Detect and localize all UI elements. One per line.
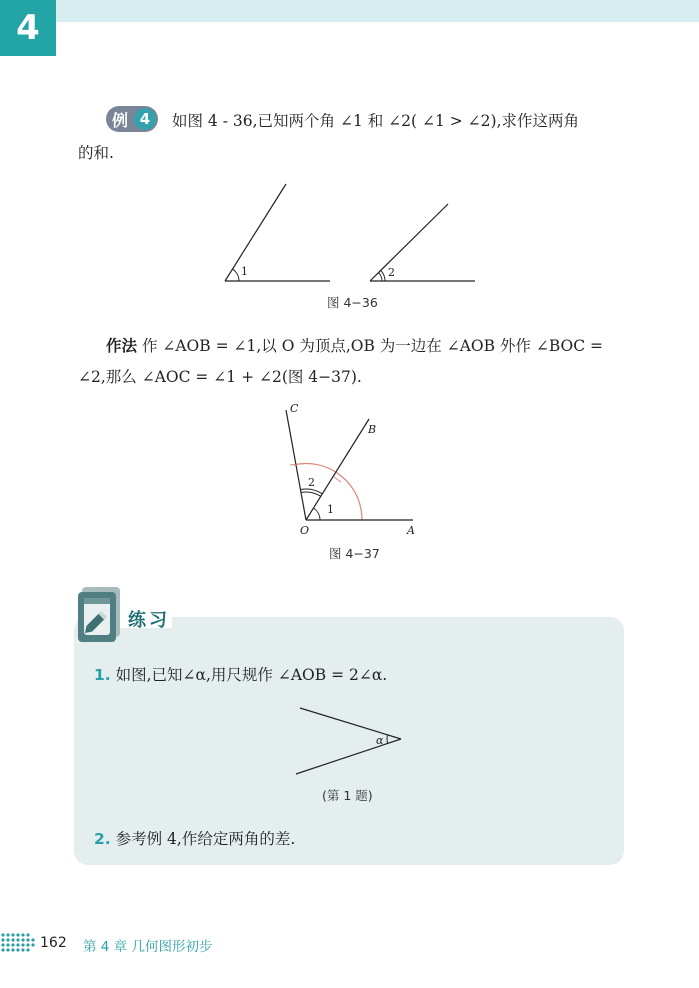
angle-2-arc-inner bbox=[379, 273, 383, 281]
construction-line1 bbox=[106, 335, 603, 357]
angle-2-upper-ray bbox=[370, 204, 448, 281]
angle-2-arc-inner bbox=[301, 492, 321, 496]
example-text-line2: 的和. bbox=[78, 144, 114, 162]
exercise-item-2-number: 2. bbox=[94, 830, 111, 848]
pencil-icon bbox=[76, 585, 124, 643]
tick-mark-b bbox=[334, 477, 341, 482]
angle-2-label: 2 bbox=[308, 476, 315, 489]
figure-4-37-caption: 图 4−37 bbox=[329, 546, 380, 561]
angle-1-upper-ray bbox=[225, 184, 286, 281]
example-badge bbox=[106, 106, 158, 132]
exercise-item-2-text: 参考例 4,作给定两角的差. bbox=[115, 830, 296, 848]
angle-1-label: 1 bbox=[327, 503, 334, 516]
angle-1-arc bbox=[233, 269, 240, 281]
example-badge-word: 例 bbox=[112, 111, 129, 130]
angle-2-diagram bbox=[370, 204, 475, 281]
exercise-item-1 bbox=[94, 664, 387, 686]
pencil-icon-paper-header bbox=[84, 598, 110, 604]
construction-line1-text: 作 ∠AOB = ∠1,以 O 为顶点,OB 为一边在 ∠AOB 外作 ∠BOC = bbox=[141, 337, 603, 355]
point-c-label: C bbox=[290, 402, 299, 415]
figure-4-36 bbox=[215, 178, 485, 288]
angle-1-diagram bbox=[225, 184, 330, 281]
angle-1-label: 1 bbox=[241, 265, 248, 278]
example-badge-number: 4 bbox=[134, 108, 156, 130]
exercise-item-1-number: 1. bbox=[94, 666, 111, 684]
angle-2-label: 2 bbox=[388, 266, 395, 279]
construction-label: 作法 bbox=[106, 337, 138, 355]
exercise-angle-figure bbox=[290, 700, 410, 780]
footer-chapter-title: 第 4 章 几何图形初步 bbox=[83, 939, 213, 955]
exercise-title: 练习 bbox=[128, 610, 170, 631]
angle-alpha-label: α bbox=[376, 734, 384, 747]
point-o-label: O bbox=[300, 524, 310, 537]
figure-4-37 bbox=[270, 395, 430, 540]
exercise-item-1-text: 如图,已知∠α,用尺规作 ∠AOB = 2∠α. bbox=[115, 666, 388, 684]
top-header-bar bbox=[0, 0, 699, 22]
point-b-label: B bbox=[368, 423, 377, 436]
ray-oc bbox=[286, 410, 306, 520]
exercise-item-2 bbox=[94, 828, 295, 850]
footer-page-number: 162 bbox=[40, 935, 67, 951]
angle-alpha-arc bbox=[387, 735, 388, 744]
angle-1-arc bbox=[313, 508, 320, 520]
tick-mark-c bbox=[290, 464, 299, 465]
angle-alpha-lower-ray bbox=[296, 739, 401, 774]
example-text-line1: 如图 4 - 36,已知两个角 ∠1 和 ∠2( ∠1 > ∠2),求作这两角 bbox=[172, 112, 579, 130]
exercise-figure-caption: (第 1 题) bbox=[322, 788, 373, 803]
footer-dots-icon bbox=[0, 930, 38, 956]
angle-alpha-upper-ray bbox=[300, 708, 401, 739]
point-a-label: A bbox=[407, 524, 415, 537]
angle-2-arc bbox=[301, 489, 323, 494]
figure-4-36-caption: 图 4−36 bbox=[327, 295, 378, 310]
chapter-number-tab: 4 bbox=[0, 0, 56, 56]
construction-line2: ∠2,那么 ∠AOC = ∠1 + ∠2(图 4−37). bbox=[78, 368, 362, 386]
